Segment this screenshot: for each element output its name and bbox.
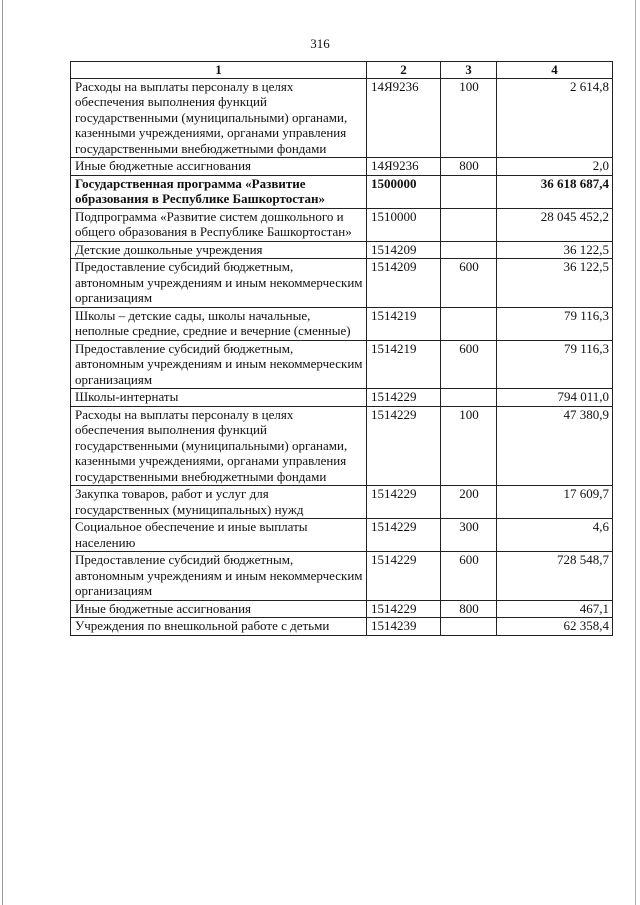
row-name: Расходы на выплаты персоналу в целях обеспечения выполнения функций государственными (муниципальными) органами, казенными учреждениями, органами управления государственными внебюджетными фондами	[71, 406, 367, 486]
table-row	[71, 600, 613, 618]
row-name: Закупка товаров, работ и услуг для государственных (муниципальных) нужд	[71, 486, 367, 519]
row-amount: 467,1	[497, 600, 613, 618]
row-expense-type	[441, 208, 497, 241]
header-col-2: 2	[367, 62, 441, 79]
row-name: Иные бюджетные ассигнования	[71, 600, 367, 618]
table-row	[71, 519, 613, 552]
row-code: 1514229	[367, 389, 441, 407]
row-expense-type: 600	[441, 340, 497, 389]
table-row	[71, 389, 613, 407]
row-name: Детские дошкольные учреждения	[71, 241, 367, 259]
table-row	[71, 175, 613, 208]
row-expense-type	[441, 175, 497, 208]
table-row	[71, 241, 613, 259]
row-amount: 79 116,3	[497, 340, 613, 389]
row-amount: 62 358,4	[497, 618, 613, 636]
row-expense-type: 100	[441, 78, 497, 158]
row-amount: 2 614,8	[497, 78, 613, 158]
row-expense-type: 100	[441, 406, 497, 486]
row-amount: 79 116,3	[497, 307, 613, 340]
row-expense-type: 600	[441, 552, 497, 601]
table-row	[71, 158, 613, 176]
row-expense-type: 800	[441, 600, 497, 618]
page-number: 316	[310, 36, 330, 51]
row-amount: 47 380,9	[497, 406, 613, 486]
row-expense-type: 800	[441, 158, 497, 176]
row-code: 1514229	[367, 486, 441, 519]
header-col-3: 3	[441, 62, 497, 79]
table-row	[71, 208, 613, 241]
scan-edge-right	[635, 0, 636, 905]
row-code: 1500000	[367, 175, 441, 208]
row-amount: 794 011,0	[497, 389, 613, 407]
row-code: 14Я9236	[367, 158, 441, 176]
table-row	[71, 78, 613, 158]
row-code: 1514229	[367, 406, 441, 486]
table-row	[71, 486, 613, 519]
header-col-1: 1	[71, 62, 367, 79]
row-name: Социальное обеспечение и иные выплаты населению	[71, 519, 367, 552]
row-name: Расходы на выплаты персоналу в целях обеспечения выполнения функций государственными (муниципальными) органами, казенными учреждениями, органами управления государственными внебюджетными фондами	[71, 78, 367, 158]
row-code: 1514219	[367, 307, 441, 340]
row-expense-type: 600	[441, 259, 497, 308]
row-expense-type	[441, 389, 497, 407]
table-row	[71, 618, 613, 636]
row-amount: 36 122,5	[497, 241, 613, 259]
row-name: Школы – детские сады, школы начальные, неполные средние, средние и вечерние (сменные)	[71, 307, 367, 340]
row-code: 1510000	[367, 208, 441, 241]
row-expense-type	[441, 241, 497, 259]
row-code: 1514219	[367, 340, 441, 389]
row-amount: 28 045 452,2	[497, 208, 613, 241]
table-row	[71, 552, 613, 601]
row-expense-type	[441, 618, 497, 636]
row-name: Подпрограмма «Развитие систем дошкольного и общего образования в Республике Башкортостан»	[71, 208, 367, 241]
row-name: Учреждения по внешкольной работе с детьми	[71, 618, 367, 636]
row-name: Предоставление субсидий бюджетным, автономным учреждениям и иным некоммерческим организациям	[71, 340, 367, 389]
row-name: Предоставление субсидий бюджетным, автономным учреждениям и иным некоммерческим организациям	[71, 259, 367, 308]
row-code: 1514209	[367, 241, 441, 259]
row-code: 1514229	[367, 600, 441, 618]
scan-edge-left	[2, 0, 3, 905]
table-row	[71, 340, 613, 389]
row-expense-type	[441, 307, 497, 340]
row-amount: 17 609,7	[497, 486, 613, 519]
row-amount: 36 122,5	[497, 259, 613, 308]
row-amount: 2,0	[497, 158, 613, 176]
row-amount: 4,6	[497, 519, 613, 552]
header-col-4: 4	[497, 62, 613, 79]
row-amount: 728 548,7	[497, 552, 613, 601]
table-row	[71, 307, 613, 340]
row-code: 1514239	[367, 618, 441, 636]
row-name: Государственная программа «Развитие образования в Республике Башкортостан»	[71, 175, 367, 208]
table-header-row	[71, 62, 613, 79]
row-name: Иные бюджетные ассигнования	[71, 158, 367, 176]
table-row	[71, 406, 613, 486]
row-code: 1514229	[367, 519, 441, 552]
row-name: Школы-интернаты	[71, 389, 367, 407]
table-row	[71, 259, 613, 308]
row-expense-type: 300	[441, 519, 497, 552]
row-name: Предоставление субсидий бюджетным, автономным учреждениям и иным некоммерческим организациям	[71, 552, 367, 601]
row-code: 14Я9236	[367, 78, 441, 158]
row-expense-type: 200	[441, 486, 497, 519]
row-code: 1514229	[367, 552, 441, 601]
budget-table	[70, 61, 613, 636]
row-amount: 36 618 687,4	[497, 175, 613, 208]
row-code: 1514209	[367, 259, 441, 308]
